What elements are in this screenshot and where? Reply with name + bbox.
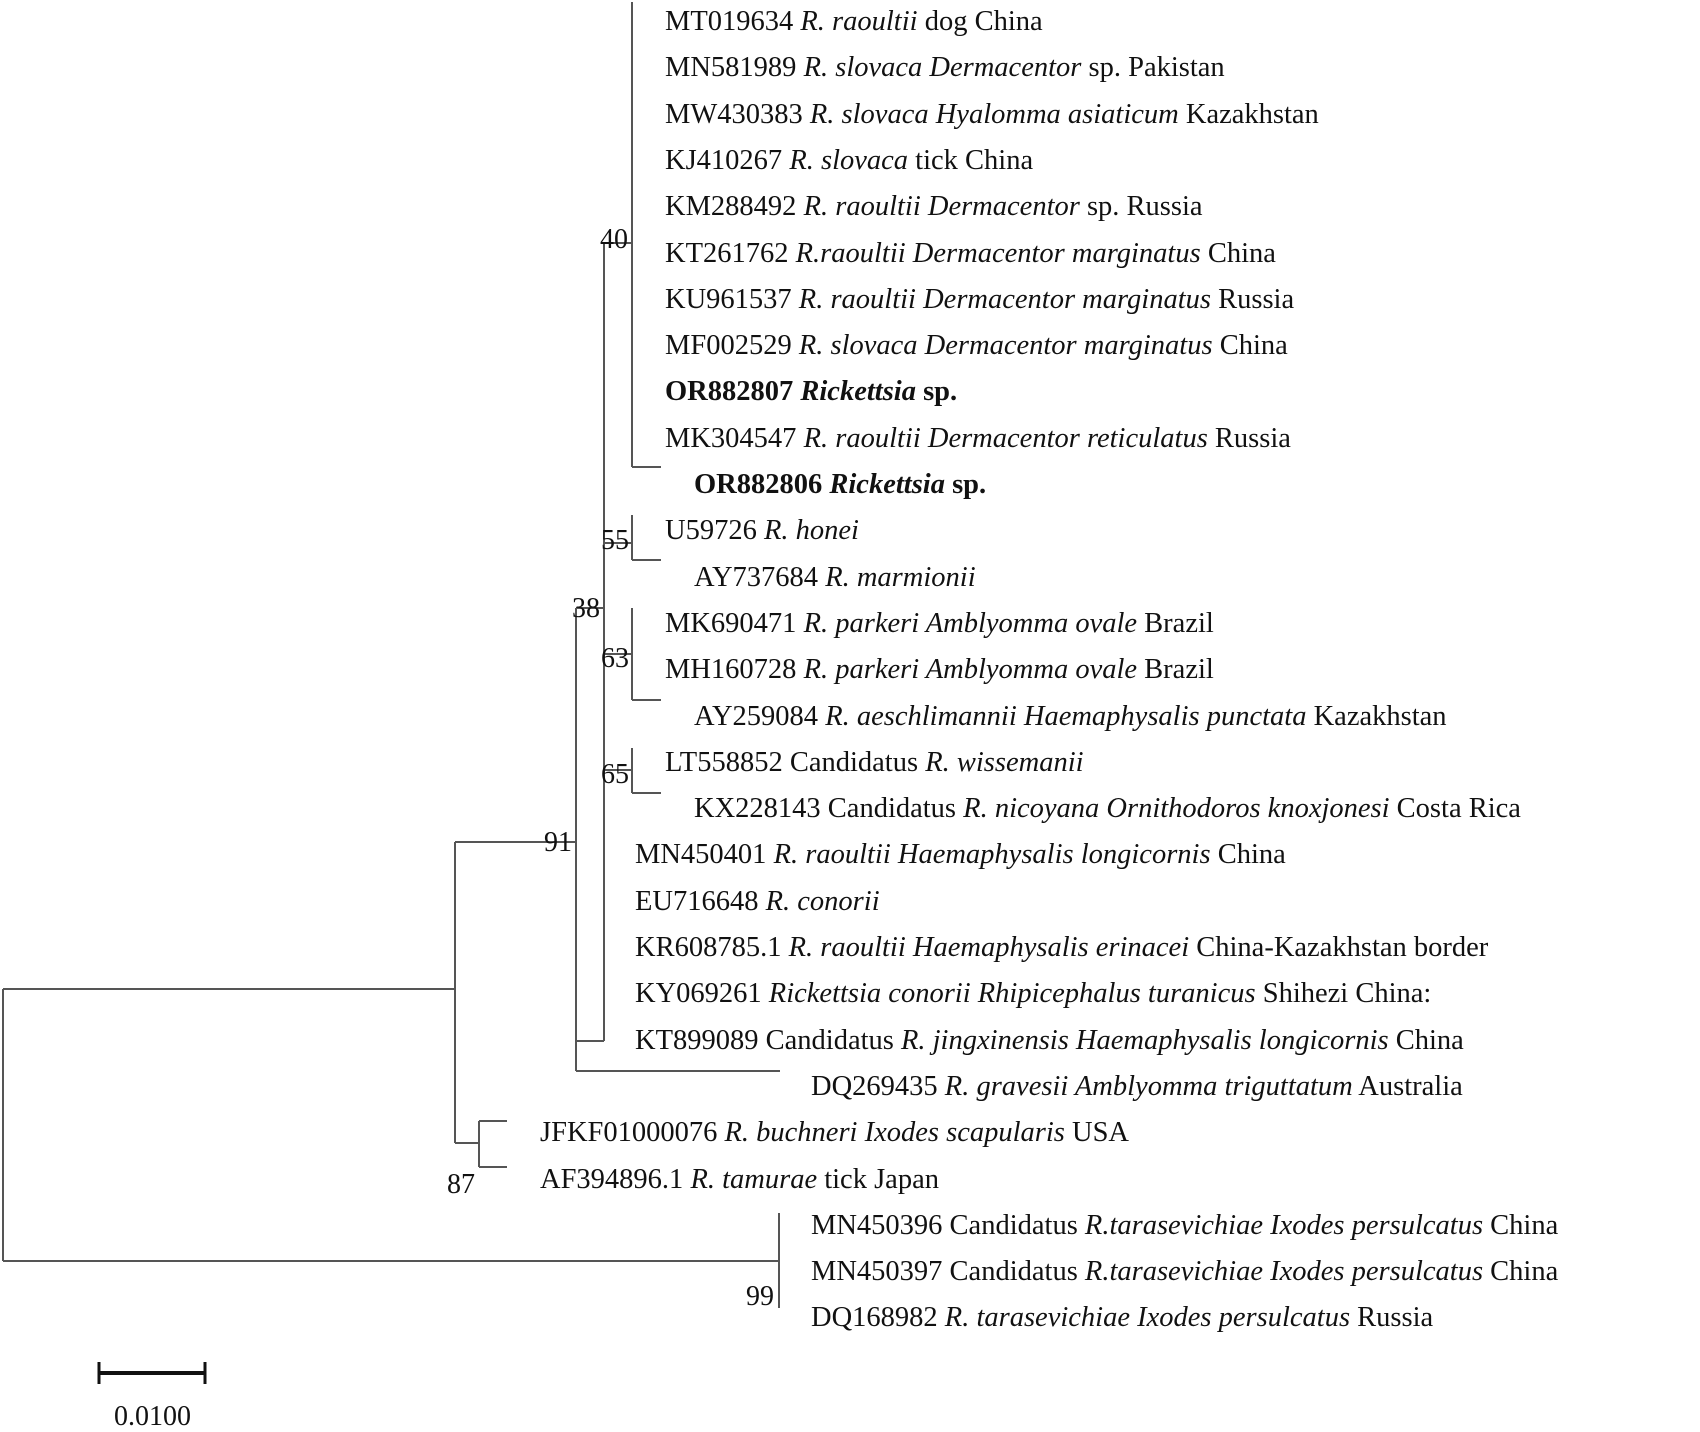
- taxon-text: OR882807: [665, 376, 801, 408]
- taxon-species-name: R. raoultii Dermacentor: [803, 191, 1080, 223]
- taxon-species-name: R. raoultii Haemaphysalis erinacei: [788, 932, 1190, 963]
- bootstrap-value: 87: [447, 1169, 475, 1200]
- taxon-text: Brazil: [1137, 607, 1214, 639]
- taxon-species-name: R. tarasevichiae Ixodes persulcatus: [944, 1302, 1351, 1334]
- taxon-label: [635, 838, 1286, 872]
- taxon-species-name: Rickettsia conorii Rhipicephalus turanicus: [768, 978, 1256, 1010]
- taxon-text: OR882806: [694, 469, 830, 500]
- taxon-text: sp.: [915, 376, 958, 408]
- taxon-species-name: R. wissemanii: [925, 746, 1084, 778]
- taxon-text: China: [1483, 1256, 1559, 1288]
- scale-bar: [98, 1362, 206, 1384]
- taxon-text: KR608785.1: [635, 932, 789, 963]
- taxon-label: [811, 1301, 1433, 1335]
- taxon-species-name: Rickettsia: [829, 469, 945, 500]
- taxon-text: sp. Russia: [1079, 191, 1203, 223]
- taxon-label: [540, 1116, 1129, 1150]
- taxon-species-name: R. raoultii Dermacentor marginatus: [798, 283, 1211, 315]
- taxon-text: MN450397 Candidatus: [811, 1256, 1085, 1288]
- taxon-species-name: R. raoultii Dermacentor reticulatus: [803, 422, 1208, 454]
- taxon-species-name: R. aeschlimannii Haemaphysalis punctata: [825, 700, 1307, 732]
- taxon-species-name: R. honei: [763, 515, 859, 547]
- taxon-text: AY259084: [694, 700, 826, 732]
- taxon-species-name: R.tarasevichiae Ixodes persulcatus: [1084, 1256, 1484, 1288]
- taxon-label: [665, 237, 1276, 271]
- taxon-text: KX228143 Candidatus: [694, 793, 964, 825]
- taxon-label: [665, 607, 1214, 641]
- taxon-text: EU716648: [635, 885, 766, 917]
- taxon-text: KY069261: [635, 978, 769, 1010]
- taxon-label: [694, 700, 1447, 734]
- taxon-text: DQ269435: [811, 1070, 945, 1102]
- taxon-text: Costa Rica: [1389, 793, 1521, 825]
- taxon-text: KU961537: [665, 283, 799, 315]
- bootstrap-value: 91: [544, 827, 572, 858]
- taxon-label: [694, 468, 986, 502]
- taxon-species-name: R. parkeri Amblyomma ovale: [803, 654, 1138, 686]
- taxon-label: [665, 329, 1288, 363]
- taxon-species-name: R. nicoyana Ornithodoros knoxjonesi: [963, 793, 1390, 825]
- taxon-label: [694, 561, 976, 595]
- taxon-label: [665, 5, 1043, 39]
- taxon-label: [635, 1024, 1464, 1058]
- taxon-text: MN581989: [665, 52, 804, 84]
- taxon-species-name: Rickettsia: [800, 376, 916, 408]
- taxon-text: MT019634: [665, 6, 801, 37]
- taxon-label: [665, 190, 1203, 224]
- taxon-text: China: [1212, 330, 1288, 362]
- bootstrap-value: 99: [746, 1281, 774, 1312]
- taxon-text: LT558852 Candidatus: [665, 746, 926, 778]
- taxon-label: [665, 746, 1084, 780]
- taxon-text: JFKF01000076: [540, 1117, 725, 1149]
- taxon-text: AY737684: [694, 561, 826, 593]
- bootstrap-value: 40: [600, 224, 628, 255]
- taxon-species-name: R. buchneri Ixodes scapularis: [724, 1117, 1065, 1149]
- bootstrap-value: 65: [601, 759, 629, 790]
- taxon-text: USA: [1064, 1117, 1129, 1149]
- taxon-text: MH160728: [665, 654, 804, 686]
- bootstrap-value: 63: [601, 643, 629, 674]
- taxon-text: DQ168982: [811, 1302, 945, 1334]
- taxon-text: sp. Pakistan: [1081, 52, 1225, 84]
- taxon-label: [665, 375, 957, 409]
- taxon-text: China: [1200, 237, 1276, 269]
- taxon-label: [811, 1255, 1558, 1289]
- taxon-species-name: R. slovaca Hyalomma asiaticum: [809, 98, 1179, 130]
- taxon-label: [665, 514, 859, 548]
- taxon-species-name: R. tamurae: [690, 1163, 818, 1195]
- taxon-text: U59726: [665, 515, 764, 547]
- taxon-label: [665, 422, 1291, 456]
- taxon-species-name: R. raoultii Haemaphysalis longicornis: [773, 839, 1211, 871]
- taxon-species-name: R. slovaca: [789, 144, 909, 176]
- taxon-label: [665, 283, 1294, 317]
- taxon-text: China: [1483, 1209, 1559, 1241]
- taxon-text: KJ410267: [665, 144, 790, 176]
- taxon-text: tick China: [908, 144, 1034, 176]
- taxon-text: Russia: [1207, 422, 1291, 454]
- taxon-text: KT261762: [665, 237, 796, 269]
- taxon-text: China: [1388, 1024, 1464, 1056]
- taxon-label: [665, 653, 1214, 687]
- taxon-text: MK690471: [665, 607, 804, 639]
- taxon-species-name: R. jingxinensis Haemaphysalis longicornis: [900, 1024, 1389, 1056]
- taxon-text: MF002529: [665, 330, 799, 362]
- taxon-label: [665, 51, 1225, 85]
- taxon-label: [635, 977, 1431, 1011]
- taxon-text: MN450401: [635, 839, 774, 871]
- taxon-text: Shihezi China:: [1255, 978, 1432, 1010]
- taxon-text: Brazil: [1137, 654, 1214, 686]
- taxon-text: dog China: [917, 6, 1043, 37]
- taxon-label: [811, 1070, 1463, 1104]
- taxon-text: China: [1210, 839, 1286, 871]
- taxon-label: [635, 931, 1488, 965]
- taxon-label: [635, 885, 880, 919]
- taxon-text: Kazakhstan: [1178, 98, 1319, 130]
- taxon-species-name: R. raoultii: [800, 6, 918, 37]
- taxon-label: [665, 144, 1033, 178]
- taxon-species-name: R.raoultii Dermacentor marginatus: [795, 237, 1201, 269]
- taxon-species-name: R. slovaca Dermacentor: [803, 52, 1082, 84]
- taxon-text: China-Kazakhstan border: [1189, 932, 1489, 963]
- taxon-text: Australia: [1352, 1070, 1463, 1102]
- taxon-text: tick Japan: [817, 1163, 939, 1195]
- bootstrap-value: 38: [572, 593, 600, 624]
- taxon-species-name: R. gravesii Amblyomma triguttatum: [944, 1070, 1353, 1102]
- taxon-text: sp.: [944, 469, 987, 500]
- taxon-text: Kazakhstan: [1306, 700, 1447, 732]
- taxon-text: MN450396 Candidatus: [811, 1209, 1085, 1241]
- taxon-text: Russia: [1210, 283, 1295, 315]
- taxon-text: Russia: [1350, 1302, 1434, 1334]
- scale-bar-label: 0.0100: [114, 1401, 191, 1432]
- taxon-label: [540, 1163, 939, 1197]
- taxon-species-name: R. parkeri Amblyomma ovale: [803, 607, 1138, 639]
- taxon-text: AF394896.1: [540, 1163, 691, 1195]
- taxon-label: [694, 792, 1521, 826]
- taxon-text: MW430383: [665, 98, 810, 130]
- bootstrap-value: 55: [601, 525, 629, 556]
- taxon-label: [665, 98, 1319, 132]
- taxon-text: MK304547: [665, 422, 804, 454]
- taxon-text: KM288492: [665, 191, 804, 223]
- taxon-label: [811, 1209, 1558, 1243]
- taxon-species-name: R. conorii: [765, 885, 880, 917]
- taxon-species-name: R. slovaca Dermacentor marginatus: [798, 330, 1213, 362]
- taxon-species-name: R.tarasevichiae Ixodes persulcatus: [1084, 1209, 1484, 1241]
- taxon-text: KT899089 Candidatus: [635, 1024, 901, 1056]
- taxon-species-name: R. marmionii: [825, 561, 976, 593]
